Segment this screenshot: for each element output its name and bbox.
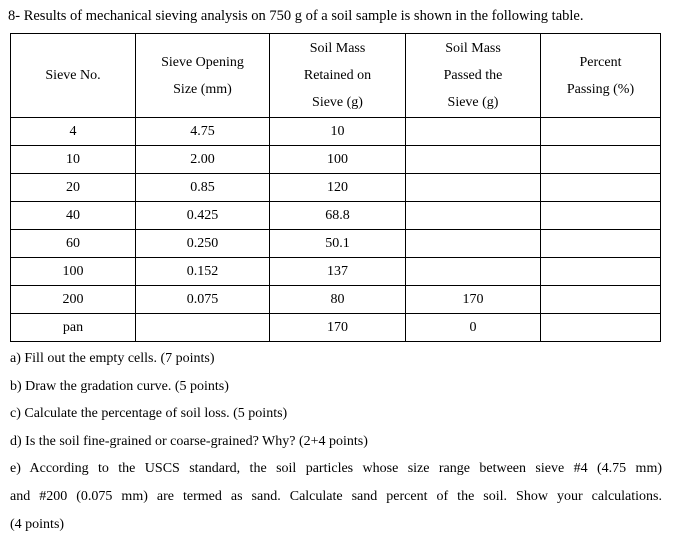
- cell-passed: [406, 230, 541, 258]
- cell-opening: 2.00: [136, 146, 270, 174]
- table-header-row: [11, 34, 661, 118]
- header-line: Percent: [579, 54, 622, 70]
- header-mass-retained: [270, 34, 406, 118]
- table-row: [11, 174, 661, 202]
- cell-passed: [406, 202, 541, 230]
- cell-opening: 0.075: [136, 286, 270, 314]
- cell-percent: [541, 146, 661, 174]
- cell-passed: 0: [406, 314, 541, 342]
- header-sieve-no: [11, 34, 136, 118]
- cell-retained: 100: [270, 146, 406, 174]
- cell-retained: 137: [270, 258, 406, 286]
- cell-retained: 170: [270, 314, 406, 342]
- header-line: Soil Mass: [445, 41, 501, 56]
- cell-retained: 50.1: [270, 230, 406, 258]
- question-title: 8- Results of mechanical sieving analysis on 750 g of a soil sample is shown in the following table.: [8, 8, 584, 24]
- cell-sieve-no: 20: [11, 174, 136, 202]
- cell-percent: [541, 286, 661, 314]
- question-e-line-1: e) According to the USCS standard, the soil particles whose size range between sieve #4 (4.75 mm): [10, 461, 662, 477]
- cell-percent: [541, 202, 661, 230]
- header-percent-passing: [541, 34, 661, 118]
- cell-opening: 0.85: [136, 174, 270, 202]
- cell-percent: [541, 118, 661, 146]
- table-row: [11, 202, 661, 230]
- table-row: [11, 258, 661, 286]
- cell-opening: 0.425: [136, 202, 270, 230]
- cell-opening: 0.152: [136, 258, 270, 286]
- cell-opening: 0.250: [136, 230, 270, 258]
- cell-sieve-no: 40: [11, 202, 136, 230]
- cell-sieve-no: 100: [11, 258, 136, 286]
- header-line: Sieve (g): [447, 95, 499, 110]
- table-row: [11, 230, 661, 258]
- cell-sieve-no: 60: [11, 230, 136, 258]
- header-line: Sieve Opening: [161, 54, 244, 70]
- cell-sieve-no: pan: [11, 314, 136, 342]
- cell-sieve-no: 4: [11, 118, 136, 146]
- cell-sieve-no: 10: [11, 146, 136, 174]
- cell-passed: [406, 174, 541, 202]
- question-c: c) Calculate the percentage of soil loss. (5 points): [10, 406, 288, 422]
- cell-retained: 120: [270, 174, 406, 202]
- table-row: [11, 118, 661, 146]
- header-sieve-opening: [136, 34, 270, 118]
- header-line: Soil Mass: [309, 41, 366, 56]
- table-row: [11, 146, 661, 174]
- header-mass-passed: [406, 34, 541, 118]
- cell-percent: [541, 258, 661, 286]
- sieve-analysis-table: [10, 33, 661, 342]
- cell-opening: [136, 314, 270, 342]
- cell-retained: 80: [270, 286, 406, 314]
- header-line: Size (mm): [173, 81, 232, 97]
- table-row: [11, 286, 661, 314]
- header-line: Passed the: [443, 68, 503, 83]
- cell-percent: [541, 314, 661, 342]
- cell-percent: [541, 230, 661, 258]
- cell-passed: [406, 258, 541, 286]
- cell-passed: 170: [406, 286, 541, 314]
- cell-passed: [406, 146, 541, 174]
- cell-sieve-no: 200: [11, 286, 136, 314]
- cell-passed: [406, 118, 541, 146]
- table-row: [11, 314, 661, 342]
- header-line: Sieve (g): [312, 95, 363, 110]
- question-e-line-3: (4 points): [10, 516, 65, 532]
- question-d: d) Is the soil fine-grained or coarse-grained? Why? (2+4 points): [10, 433, 368, 449]
- cell-percent: [541, 174, 661, 202]
- header-line: Retained on: [303, 68, 372, 83]
- cell-retained: 68.8: [270, 202, 406, 230]
- question-e-line-2: and #200 (0.075 mm) are termed as sand. Calculate sand percent of the soil. Show your calculations.: [10, 488, 662, 504]
- question-b: b) Draw the gradation curve. (5 points): [10, 378, 229, 394]
- cell-opening: 4.75: [136, 118, 270, 146]
- question-list: [10, 345, 662, 538]
- header-line: Sieve No.: [45, 68, 101, 83]
- question-a: a) Fill out the empty cells. (7 points): [10, 351, 215, 366]
- cell-retained: 10: [270, 118, 406, 146]
- header-line: Passing (%): [566, 81, 635, 97]
